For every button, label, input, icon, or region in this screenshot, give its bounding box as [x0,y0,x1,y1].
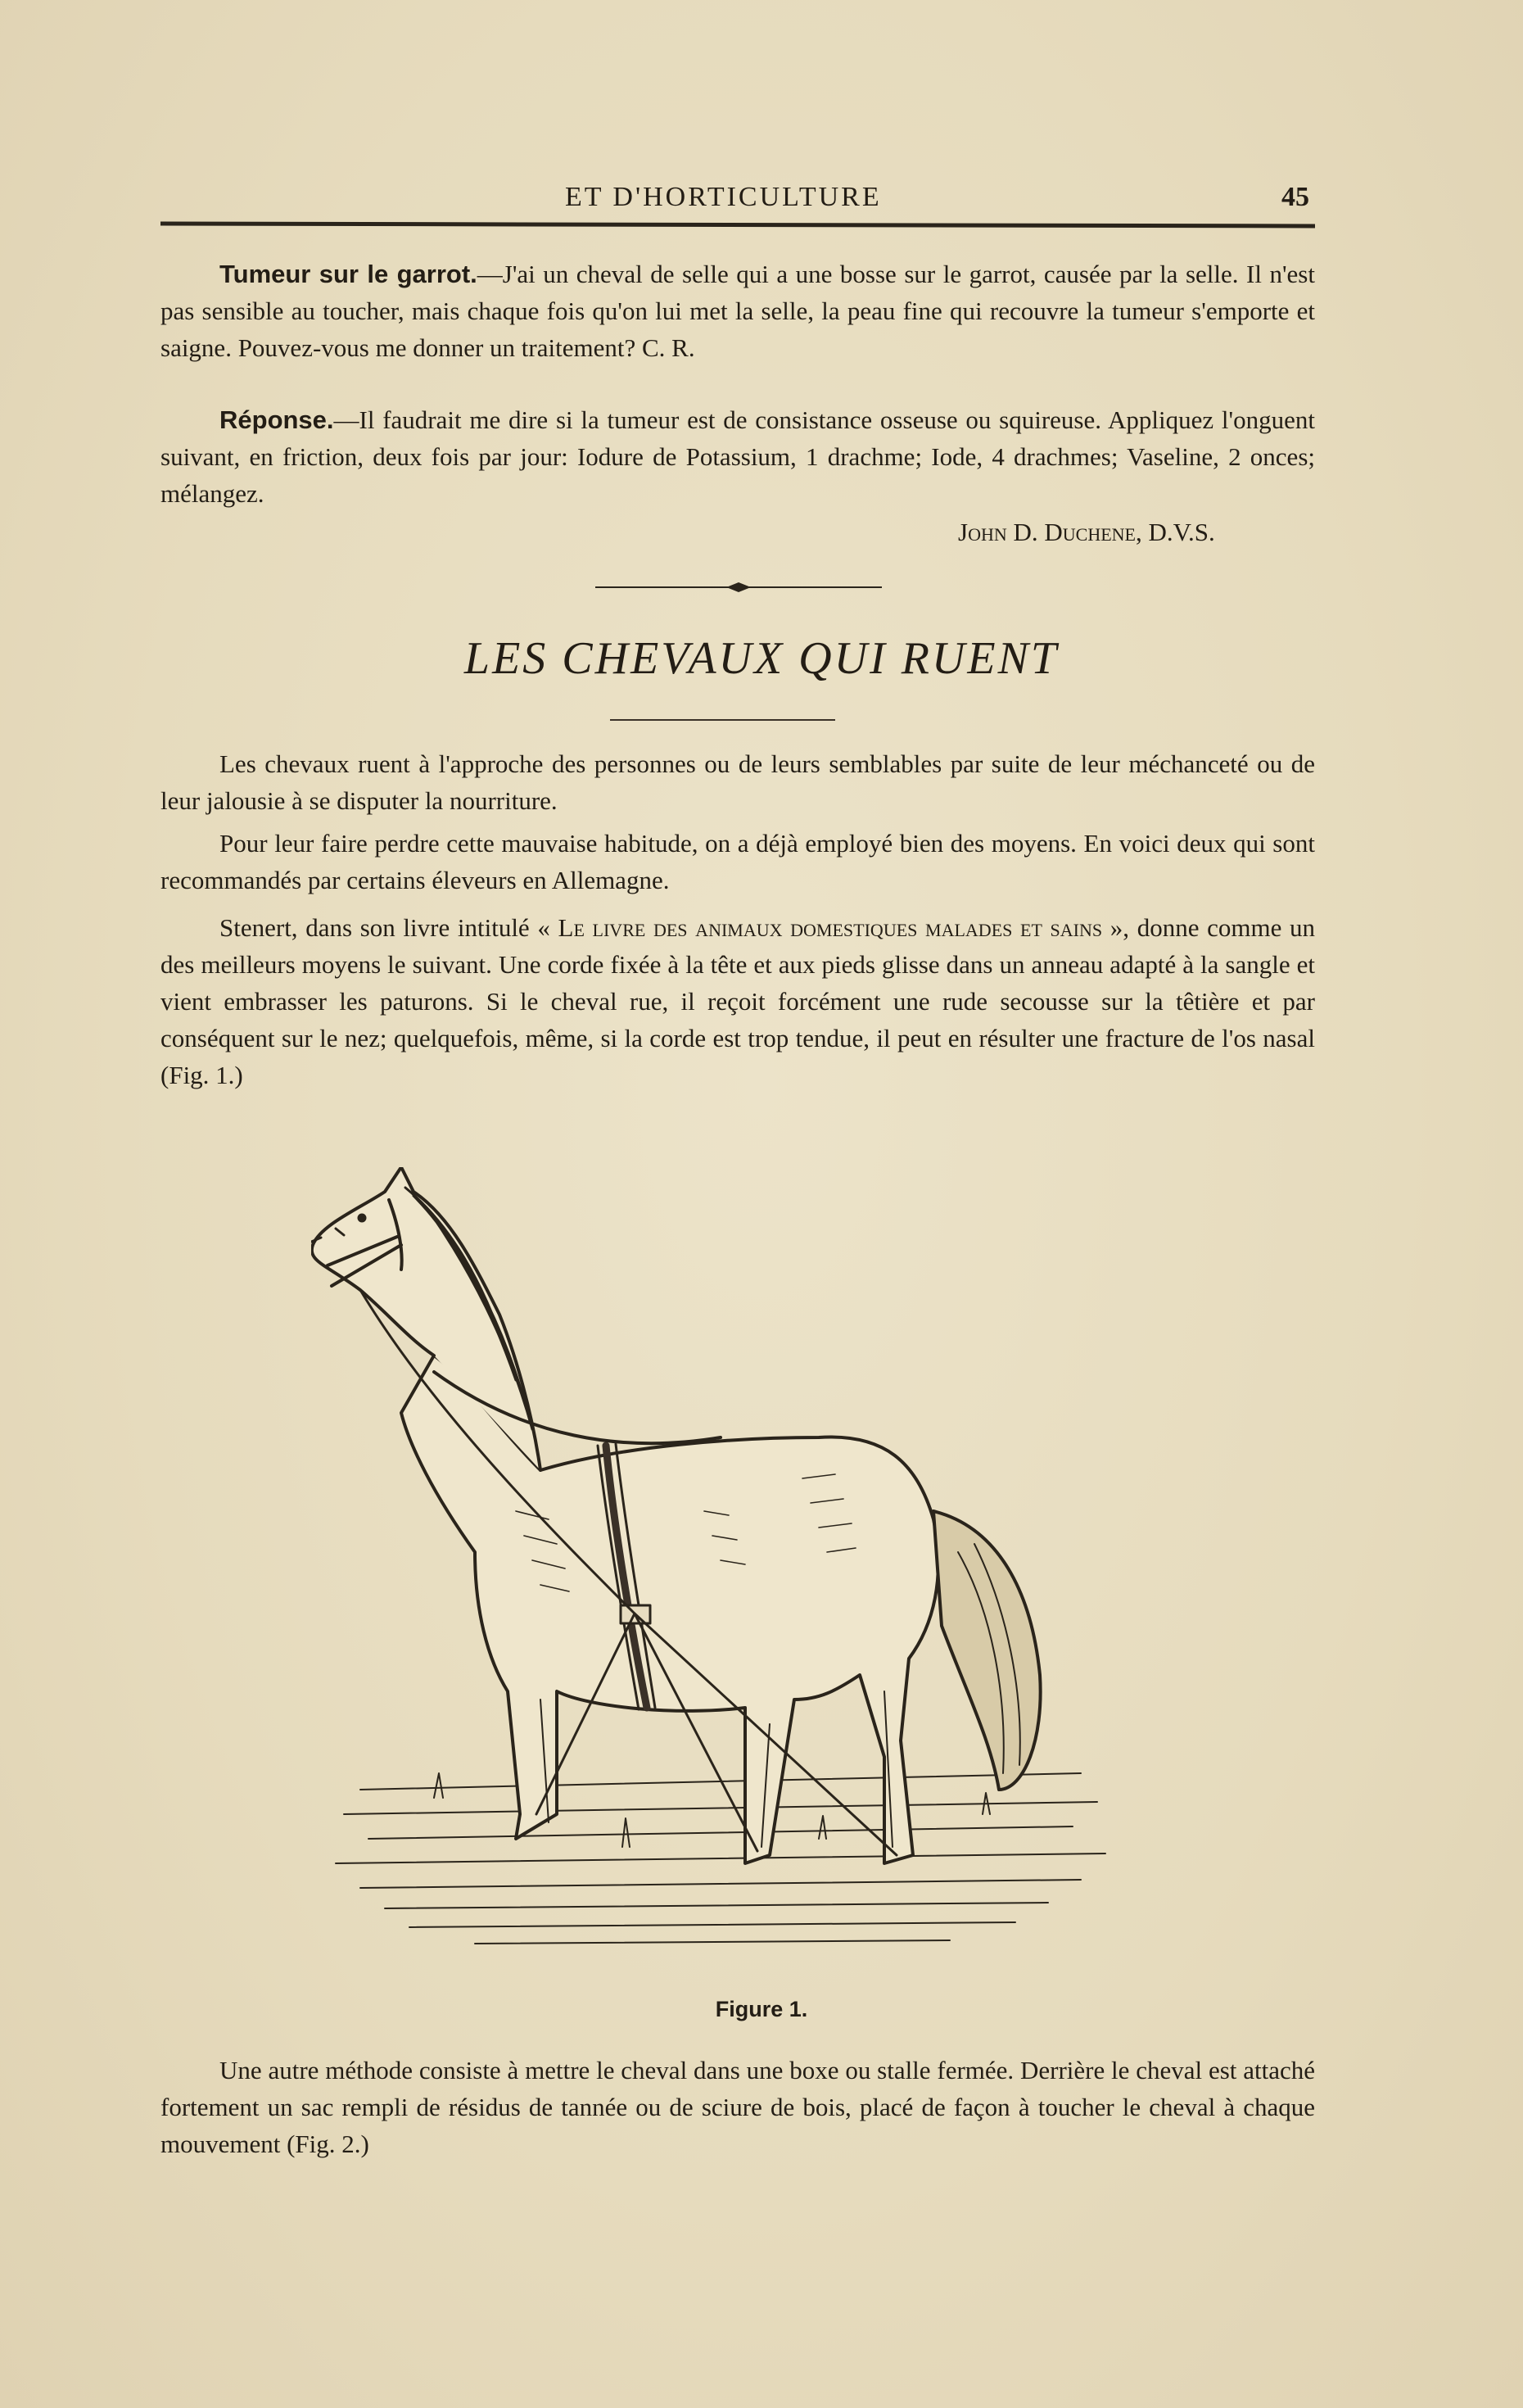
signature [958,518,1215,547]
section-divider-ornament [595,575,882,600]
book-title: Le livre des animaux domestiques malades et sains [558,913,1103,942]
article-paragraph-3 [160,909,1315,1093]
title-rule [610,719,835,721]
answer-paragraph [160,401,1315,512]
signature-name: John D. Duchene, [958,518,1142,546]
question-lead: Tumeur sur le garrot. [219,260,477,288]
paragraph-3-intro: Stenert, dans son livre intitulé « [219,913,550,942]
running-header: ET D'HORTICULTURE [565,182,882,212]
signature-title: D.V.S. [1148,518,1215,546]
question-text: —J'ai un cheval de selle qui a une bosse sur le garrot, causée par la selle. Il n'est pas sensible au toucher, mais chaque fois qu'on lui met la selle, la peau fine qui recouvre la tumeur s'emporte et saigne. Pouvez-vous me donner un traitement? C. R. [160,260,1315,362]
paragraph-3-body: », donne comme un des meilleurs moyens le suivant. Une corde fixée à la tête et aux pieds glisse dans un anneau adapté à la sangle et vient embrasser les paturons. Si le cheval rue, il reçoit forcément une rude secousse sur la têtière et par conséquent sur le nez; quelquefois, même, si la corde est trop tendue, il peut en résulter une fracture de l'os nasal (Fig. 1.) [160,913,1316,1089]
answer-lead: Réponse. [219,405,334,434]
answer-text: —Il faudrait me dire si la tumeur est de consistance osseuse ou squireuse. Appliquez l'onguent suivant, en friction, deux fois par jour: Iodure de Potassium, 1 drachme; Iode, 4 drachmes; Vaseline, 2 onces; mélangez. [160,405,1315,508]
figure-caption: Figure 1. [715,1997,808,2021]
page-number: 45 [1281,182,1309,212]
article-paragraph-2: Pour leur faire perdre cette mauvaise habitude, on a déjà employé bien des moyens. En voici deux qui sont recommandés par certains éleveurs en Allemagne. [160,829,1315,894]
article-paragraph-1: Les chevaux ruent à l'approche des personnes ou de leurs semblables par suite de leur méchanceté ou de leur jalousie à se disputer la nourriture. [160,749,1315,815]
header-rule [160,222,1315,229]
question-paragraph [160,256,1315,366]
article-paragraph-4: Une autre méthode consiste à mettre le cheval dans une boxe ou stalle fermée. Derrière le cheval est attaché fortement un sac rempli de résidus de tannée ou de sciure de bois, placé de façon à toucher le cheval à chaque mouvement (Fig. 2.) [160,2056,1315,2158]
article-title: LES CHEVAUX QUI RUENT [463,633,1060,684]
horse-illustration-icon [311,1167,1130,1978]
